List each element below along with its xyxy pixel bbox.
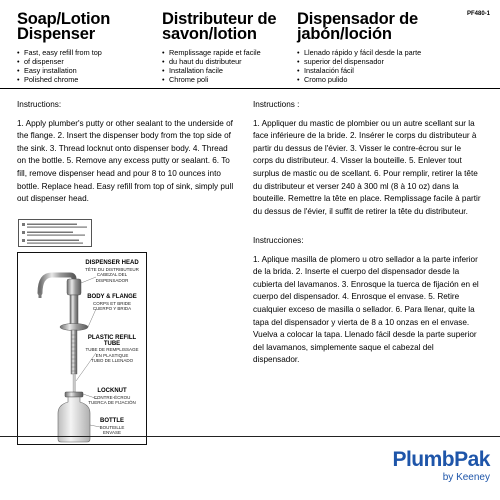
- feature-item: • Installation facile: [162, 66, 297, 75]
- instructions-spanish: [253, 235, 481, 367]
- feature-item: • Remplissage rapide et facile: [162, 48, 297, 57]
- brand-logo: [392, 449, 490, 483]
- column-title: Soap/Lotion Dispenser: [17, 10, 111, 43]
- bottom-divider: [0, 436, 500, 437]
- feature-item: • Cromo pulido: [297, 75, 447, 84]
- feature-list: [162, 48, 297, 84]
- feature-item: • Llenado rápido y fácil desde la parte: [297, 48, 447, 57]
- feature-list: [17, 48, 157, 84]
- feature-item: • Polished chrome: [17, 75, 157, 84]
- brand-byline: by Keeney: [442, 472, 490, 483]
- label-refill-tube: PLASTIC REFILL TUBE TUBE DE REMPLISSAGE EN PLASTIQUE TUBO DE LLENADO: [85, 335, 139, 363]
- label-dispenser-head: DISPENSER HEAD TÊTE DU DISTRIBUTEUR CABEZAL DEL DISPENSADOR: [85, 260, 139, 283]
- feature-list: [297, 48, 447, 84]
- feature-item: • Easy installation: [17, 66, 157, 75]
- product-code: PF480-1: [466, 11, 490, 17]
- brand-name: PlumbPak: [392, 448, 490, 471]
- instructions-heading: Instructions:: [17, 100, 62, 109]
- instructions-heading: Instructions :: [253, 100, 300, 109]
- label-locknut: LOCKNUT CONTRE-ÉCROU TUERCA DE FIJACIÓN: [88, 388, 136, 405]
- feature-item: • Fast, easy refill from top: [17, 48, 157, 57]
- column-title: Dispensador de jabón/loción: [297, 10, 418, 43]
- warning-notice-graphic: [18, 219, 92, 247]
- instructions-english: [17, 99, 239, 206]
- column-spanish: [297, 12, 447, 84]
- label-bottle: BOTTLE BOUTEILLE ENVASE: [99, 418, 125, 435]
- column-french: [162, 12, 297, 84]
- column-english: [17, 12, 157, 84]
- feature-item: • Instalación fácil: [297, 66, 447, 75]
- instructions-heading: Instrucciones:: [253, 236, 304, 245]
- instructions-french: [253, 99, 481, 218]
- top-divider: [0, 88, 500, 89]
- feature-item: • of dispenser: [17, 57, 157, 66]
- warning-text-graphic: [20, 221, 92, 247]
- label-body-flange: BODY & FLANGE CORPS ET BRIDE CUERPO Y BRIDA: [87, 294, 137, 311]
- parts-diagram: [17, 252, 147, 445]
- instructions-body: 1. Appliquer du mastic de plombier ou un autre scellant sur la face inférieure de la bride. 2. Insérer le corps du distributeur à partir du dessus de l'évier. 3. Visser le contre-écrou sur le corps du distributeur. 4. Visser la bouteille. 5. Enlever tout surplus de mastic ou de scellant. 6. Pour remplir, retirer la tête du distributeur et verser 240 à 300 ml (8 à 10 oz) dans la bouteille. Remettre la tête en place. Remplissage facile à partir du dessus de l'évier, il suffit de retirer la tête du distributeur.: [253, 118, 481, 216]
- feature-item: • superior del dispensador: [297, 57, 447, 66]
- instructions-body: 1. Aplique masilla de plomero u otro sellador a la parte inferior de la brida. 2. Inserte el cuerpo del dispensador desde la cubierta del lavamanos. 3. Enrosque la tuerca de fijación en el cuerpo del dispensador. 4. Enrosque el envase. 5. Retire cualquier exceso de masilla o sellador. 6. Para llenar, quite la tapa del dispensador y vierta de 8 a 10 onzas en el envase. Vuelva a colocar la tapa. Llenado fácil desde la parte superior del lavamanos, simplemente saque el cabezal del dispensador.: [253, 254, 479, 365]
- instructions-body: 1. Apply plumber's putty or other sealant to the underside of the flange. 2. Insert the dispenser body from the top side of the sink. 3. Thread locknut onto dispenser body. 4. Thread on the bottle. 5. Remove any excess putty or sealant. 6. To fill, remove dispenser head and pour 8 to 10 ounces into bottle. Replace head. Easy refill from top of sink, simply pull out dispenser head.: [17, 118, 234, 204]
- column-title: Distributeur de savon/lotion: [162, 10, 277, 43]
- feature-item: • Chrome poli: [162, 75, 297, 84]
- feature-item: • du haut du distributeur: [162, 57, 297, 66]
